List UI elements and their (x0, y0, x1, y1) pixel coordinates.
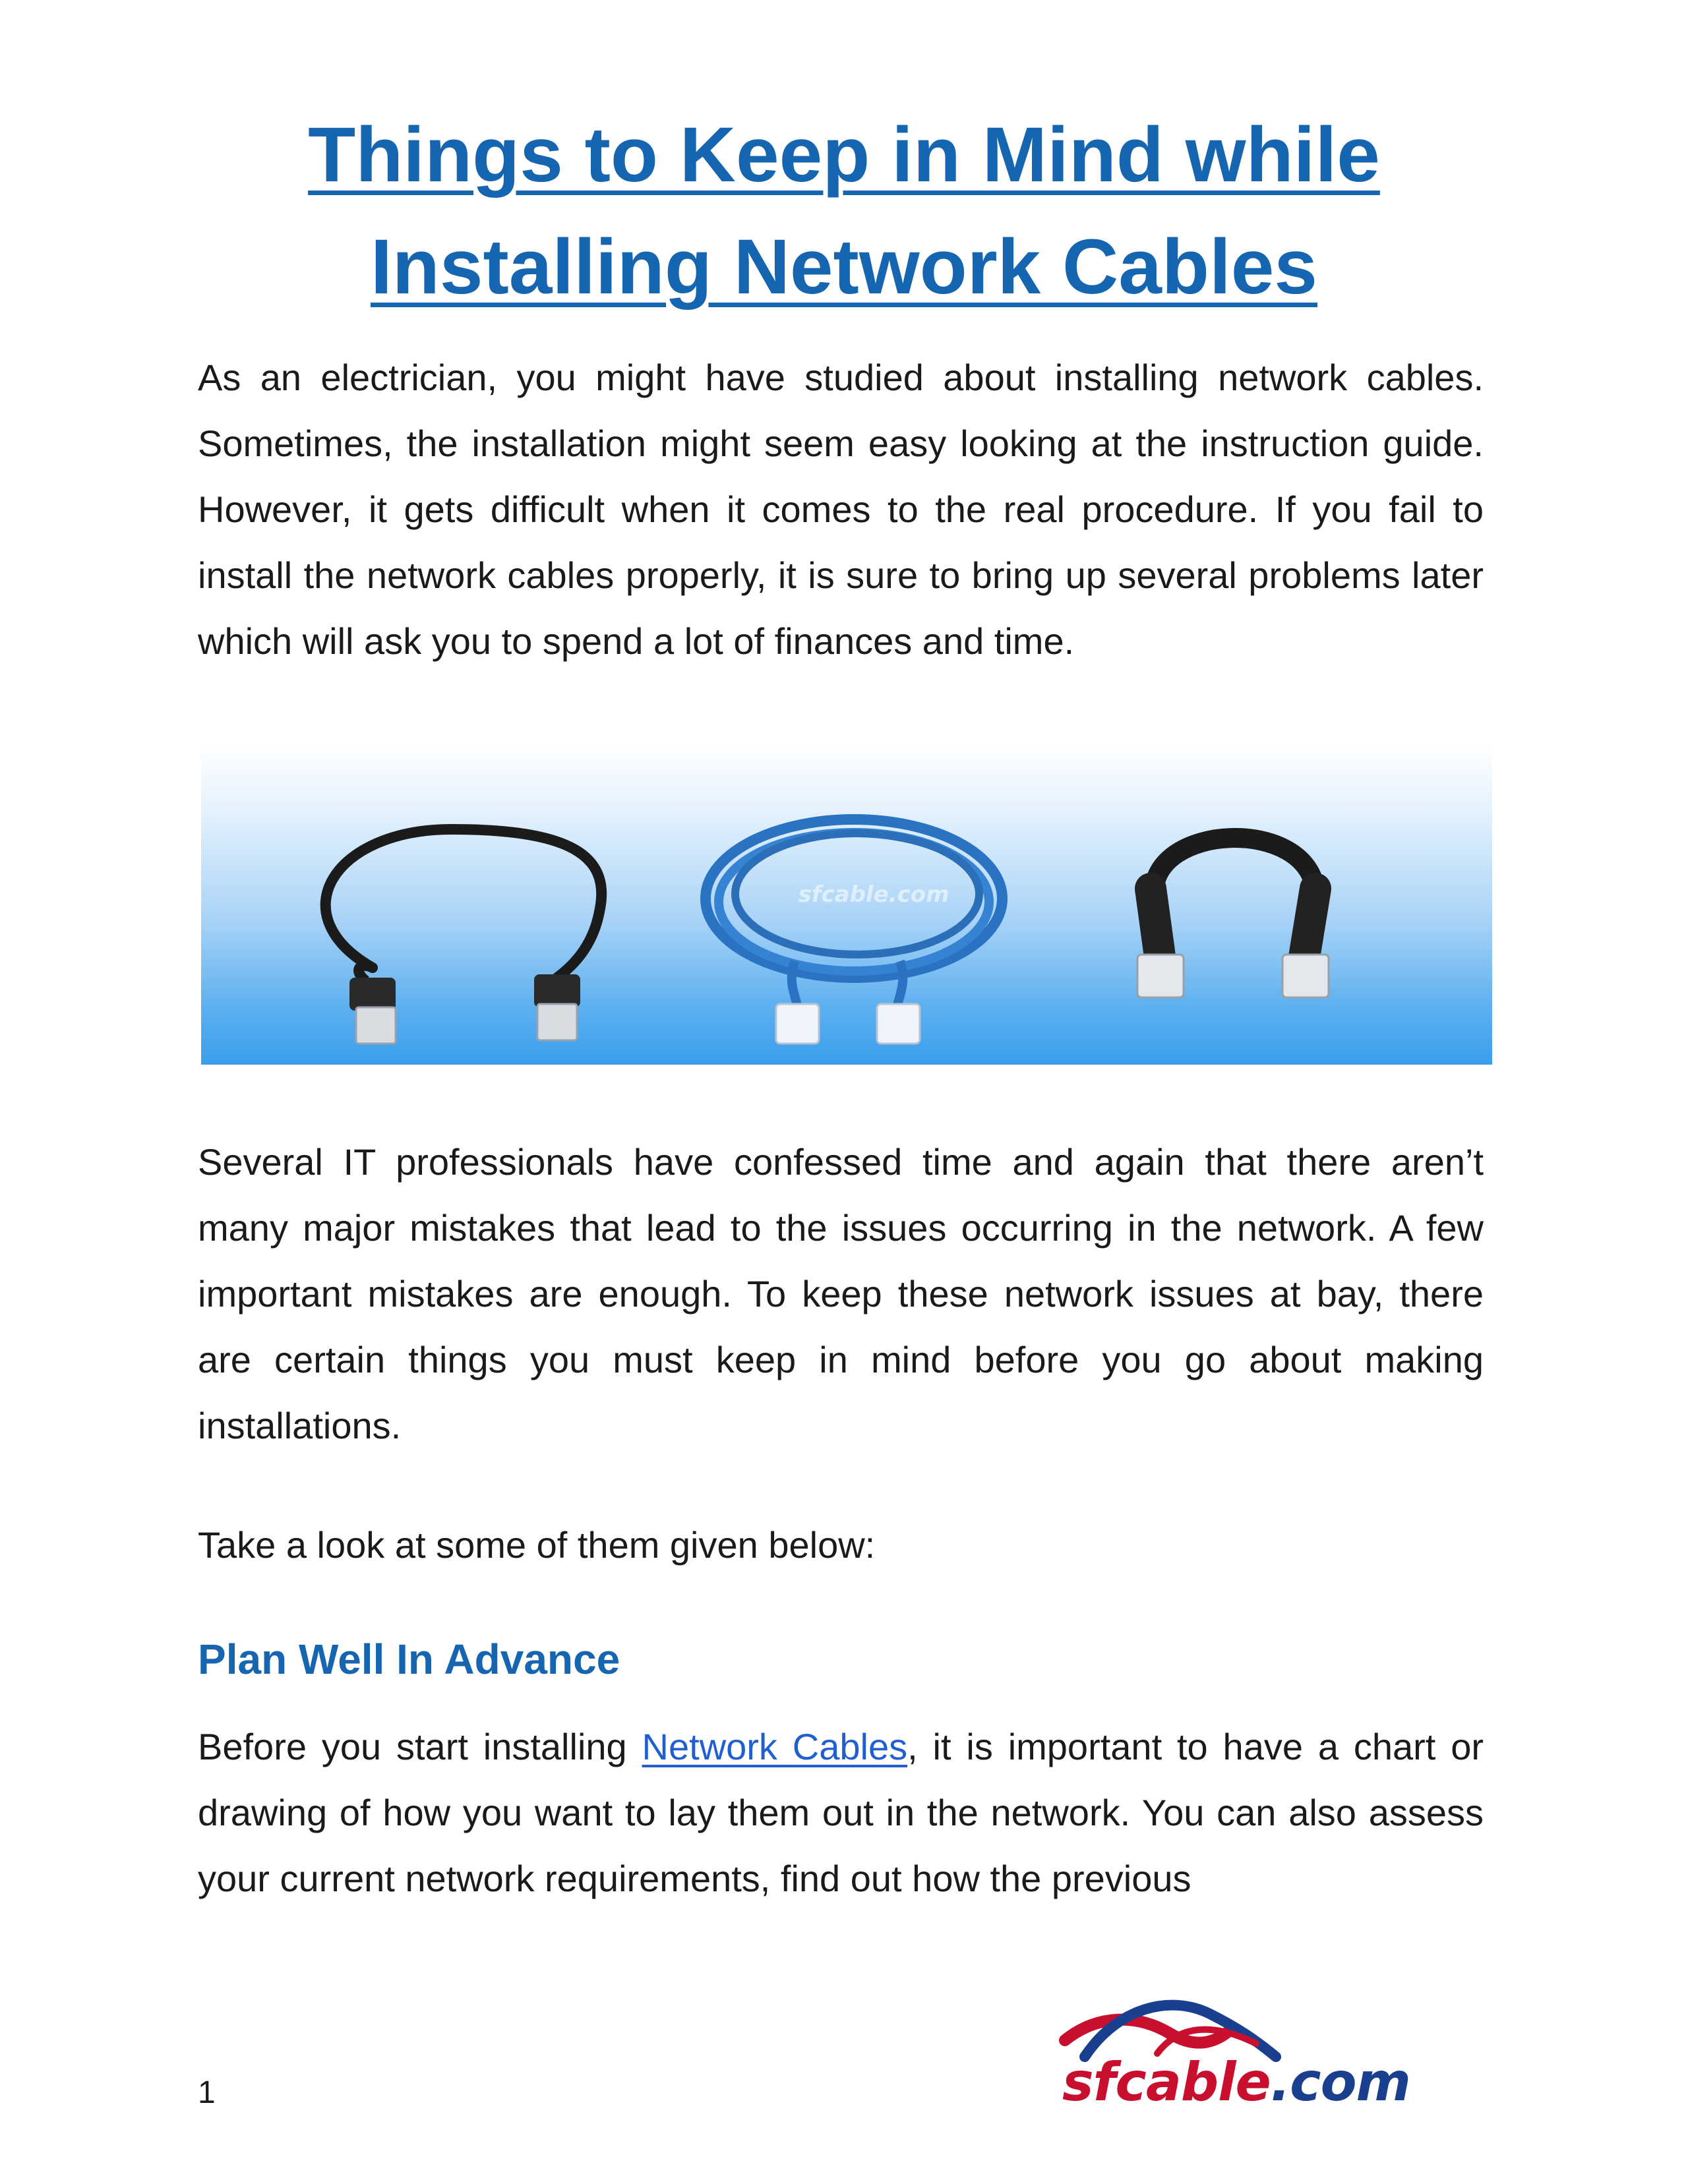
page-number: 1 (198, 2075, 216, 2110)
page-title (198, 99, 1490, 323)
watermark-text: sfcable.com (798, 881, 950, 908)
paragraph-4-rest: , it is important to have a chart or drawing of how you want to lay them out in the network. You can also assess your current network requirements, find out how the previous (198, 1726, 1484, 1899)
body-paragraph-4 (198, 1714, 1484, 1912)
network-cables-link[interactable]: Network Cables (642, 1726, 908, 1767)
title-line-2: Installing Network Cables (371, 223, 1317, 310)
intro-paragraph: As an electrician, you might have studied about installing network cables. Sometimes, the installation might seem easy looking at the instruction guide. However, it gets difficult when it comes to the real procedure. If you fail to install the network cables properly, it is sure to bring up several problems later which will ask you to spend a lot of finances and time. (198, 357, 1484, 662)
logo-text-part2: .com (1270, 2051, 1410, 2113)
body-paragraph-2: Several IT professionals have confessed time and again that there aren’t many major mistakes that lead to the issues occurring in the network. A few important mistakes are enough. To keep these network issues at bay, there are certain things you must keep in mind before you go about making installations. (198, 1141, 1484, 1446)
section-heading: Plan Well In Advance (198, 1636, 620, 1683)
short-black-cable (1137, 838, 1329, 997)
network-cables-illustration (201, 744, 1492, 1065)
coiled-blue-cable (706, 819, 1002, 1044)
body-paragraph-3: Take a look at some of them given below: (198, 1524, 876, 1566)
sfcable-logo (1058, 1994, 1410, 2113)
network-cables-image (201, 744, 1492, 1065)
flat-black-cable (326, 829, 602, 1044)
title-line-1: Things to Keep in Mind while (308, 111, 1380, 198)
paragraph-4-lead: Before you start installing (198, 1726, 642, 1767)
logo-wordmark (1062, 2051, 1410, 2113)
logo-text-part1: sfcable (1062, 2051, 1271, 2113)
